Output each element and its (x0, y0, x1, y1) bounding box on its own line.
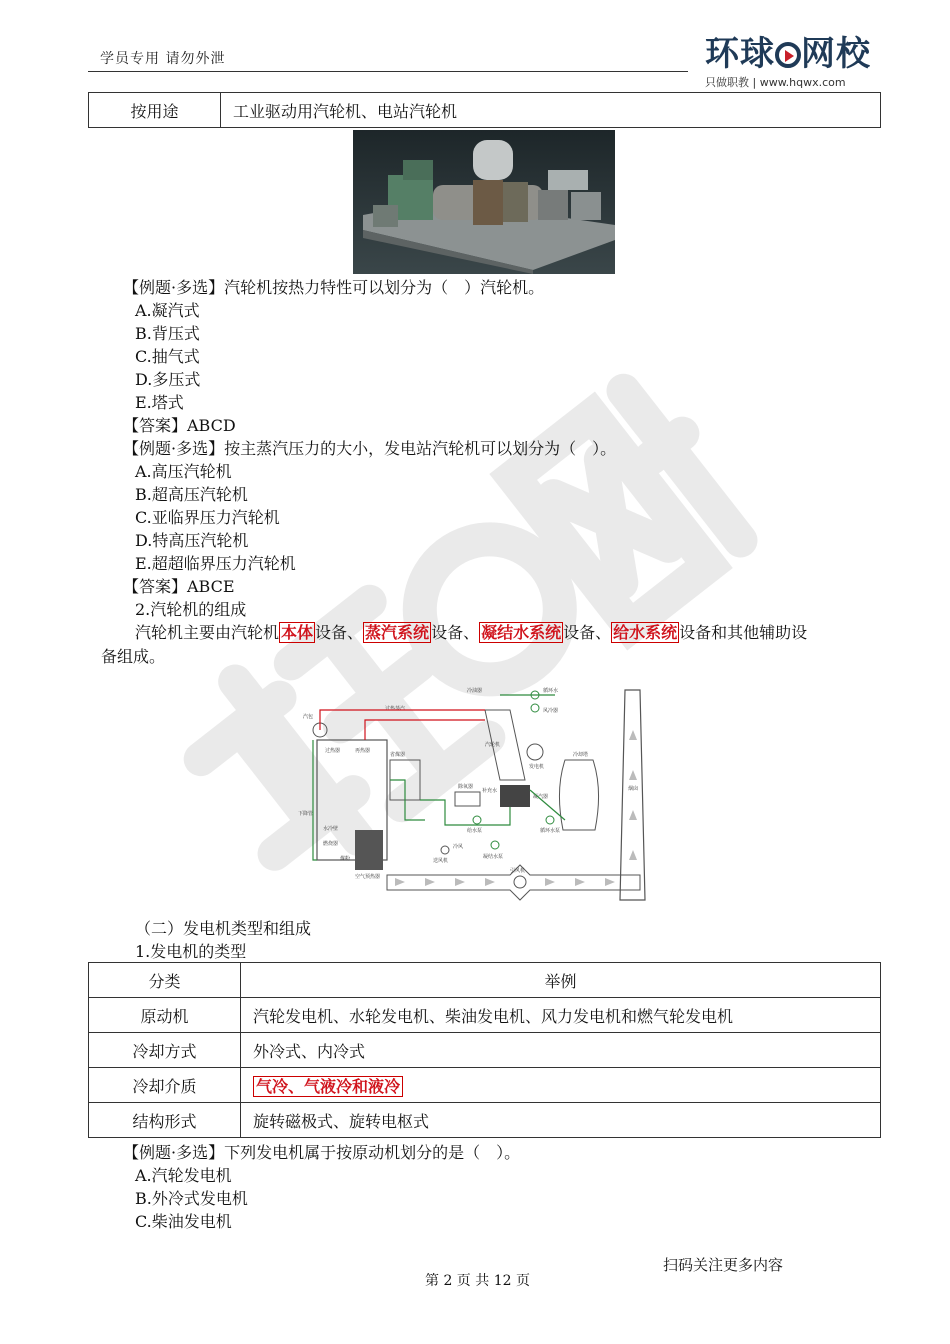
table-row (89, 93, 881, 128)
condensate-pipe (420, 800, 510, 825)
table-cell: 外冷式、内冷式 (241, 1033, 881, 1068)
para-text: 设备、 (563, 623, 612, 642)
cooling-medium-highlight: 气冷、气液冷和液冷 (253, 1076, 403, 1097)
q2-option-e: E.超超临界压力汽轮机 (135, 554, 296, 573)
brand-logo (705, 36, 875, 96)
label-superheater: 过热器 (325, 748, 341, 754)
q1-stem: 【例题·多选】汽轮机按热力特性可以划分为（ ）汽轮机。 (123, 278, 545, 297)
q3-option-c: C.柴油发电机 (135, 1212, 232, 1231)
label-cooling-tower: 冷却塔 (573, 752, 589, 758)
q2-answer: 【答案】ABCE (123, 577, 235, 596)
label-induced-fan: 引风机 (510, 868, 526, 874)
label-feed-pump: 给水泵 (467, 828, 483, 834)
table-cell: 结构形式 (89, 1103, 241, 1138)
table-row (89, 1033, 881, 1068)
table-cell: 汽轮发电机、水轮发电机、柴油发电机、风力发电机和燃气轮发电机 (241, 998, 881, 1033)
condenser-shape (500, 785, 530, 807)
logo-play-icon (775, 42, 801, 68)
q1-option-a: A.凝汽式 (135, 301, 200, 320)
label-coal: 煤粉 (340, 856, 351, 862)
table-cell: 冷却方式 (89, 1033, 241, 1068)
q1-answer: 【答案】ABCD (123, 416, 236, 435)
highlight-feedwater: 给水系统 (613, 623, 678, 642)
label-chimney: 烟囱 (628, 786, 639, 792)
q2-option-a: A.高压汽轮机 (135, 462, 232, 481)
generator-shape (527, 744, 543, 760)
label-economizer: 省煤器 (390, 752, 406, 758)
table-row (89, 998, 881, 1033)
blower-icon (441, 846, 449, 854)
circ-pump-icon (546, 816, 554, 824)
table-header-cell: 举例 (241, 963, 881, 998)
header-rule (88, 71, 688, 72)
label-generator: 发电机 (529, 764, 545, 770)
table-cell-label: 按用途 (89, 93, 221, 128)
label-turbine: 汽轮机 (485, 742, 501, 748)
subsection-heading: 1.发电机的类型 (135, 942, 247, 961)
label-superheated: 过热蒸汽 (385, 706, 406, 712)
logo-text-2: 网校 (801, 34, 871, 74)
q2-option-b: B.超高压汽轮机 (135, 485, 248, 504)
table-cell-value: 工业驱动用汽轮机、电站汽轮机 (221, 93, 881, 128)
para-text: 汽轮机主要由汽轮机 (135, 623, 280, 642)
q1-option-e: E.塔式 (135, 393, 184, 412)
label-circ-water: 循环水 (543, 688, 559, 694)
highlight-condensate: 凝结水系统 (481, 623, 562, 642)
chimney-shape (620, 690, 645, 900)
highlight-body: 本体 (281, 623, 314, 642)
power-plant-diagram (295, 680, 675, 905)
label-furnace: 燃烧器 (323, 841, 339, 847)
q1-option-b: B.背压式 (135, 324, 200, 343)
q3-option-a: A.汽轮发电机 (135, 1166, 232, 1185)
composition-paragraph (135, 621, 807, 644)
q3-stem: 【例题·多选】下列发电机属于按原动机划分的是（ ）。 (123, 1143, 521, 1162)
table-row (89, 1103, 881, 1138)
table-cell-highlight (241, 1068, 881, 1103)
section-heading-generator: （二）发电机类型和组成 (135, 919, 312, 938)
preheater-shape (355, 830, 383, 870)
q2-option-d: D.特高压汽轮机 (135, 531, 249, 550)
header-notice: 学员专用 请勿外泄 (100, 51, 226, 67)
qr-caption: 扫码关注更多内容 (663, 1256, 784, 1274)
label-reheater: 再热器 (355, 748, 371, 754)
label-make-up: 补充水 (482, 788, 498, 794)
cond-pump-icon (491, 841, 499, 849)
reheat-pipe (365, 720, 485, 740)
label-blower: 送风机 (433, 858, 449, 864)
q2-option-c: C.亚临界压力汽轮机 (135, 508, 280, 527)
label-cooler: 冷油器 (467, 688, 483, 694)
para-text: 设备、 (315, 623, 364, 642)
table-cell: 旋转磁极式、旋转电枢式 (241, 1103, 881, 1138)
generator-type-table (88, 962, 881, 1138)
para-text: 设备和其他辅助设 (679, 623, 808, 642)
highlight-steam: 蒸汽系统 (365, 623, 430, 642)
label-preheater: 空气预热器 (355, 874, 381, 880)
label-fan-cooler: 风冷器 (543, 708, 559, 714)
composition-paragraph-line2: 备组成。 (101, 647, 166, 666)
label-cold-air: 冷风 (453, 844, 464, 850)
label-circ-pump: 循环水泵 (540, 828, 561, 834)
table-header-cell: 分类 (89, 963, 241, 998)
table-row (89, 1068, 881, 1103)
feed-pump-icon (473, 816, 481, 824)
section-heading: 2.汽轮机的组成 (135, 600, 247, 619)
label-deaerator: 除氧器 (458, 784, 474, 790)
table-cell: 原动机 (89, 998, 241, 1033)
label-steam-drum: 汽包 (303, 714, 314, 720)
downcomer-pipe (313, 740, 317, 860)
usage-table (88, 92, 881, 128)
label-downcomer: 下降管 (298, 811, 314, 817)
logo-subtitle: 只做职教 | www.hqwx.com (705, 76, 846, 89)
fan-cooler-icon (531, 704, 539, 712)
deaerator-shape (455, 792, 480, 806)
page-number: 第 2 页 共 12 页 (425, 1273, 530, 1289)
table-header-row (89, 963, 881, 998)
q2-stem: 【例题·多选】按主蒸汽压力的大小，发电站汽轮机可以划分为（ ）。 (123, 439, 617, 458)
induced-fan-icon (514, 876, 526, 888)
q1-option-c: C.抽气式 (135, 347, 200, 366)
label-water-wall: 水冷壁 (323, 826, 339, 832)
q3-option-b: B.外冷式发电机 (135, 1189, 248, 1208)
para-text: 设备、 (431, 623, 480, 642)
turbine-photo (353, 130, 615, 274)
label-cond-pump: 凝结水泵 (483, 854, 504, 860)
logo-text-1: 环球 (705, 34, 775, 74)
table-cell: 冷却介质 (89, 1068, 241, 1103)
label-condenser: 凝汽器 (533, 794, 549, 800)
q1-option-d: D.多压式 (135, 370, 201, 389)
flue-arrows (395, 730, 637, 886)
